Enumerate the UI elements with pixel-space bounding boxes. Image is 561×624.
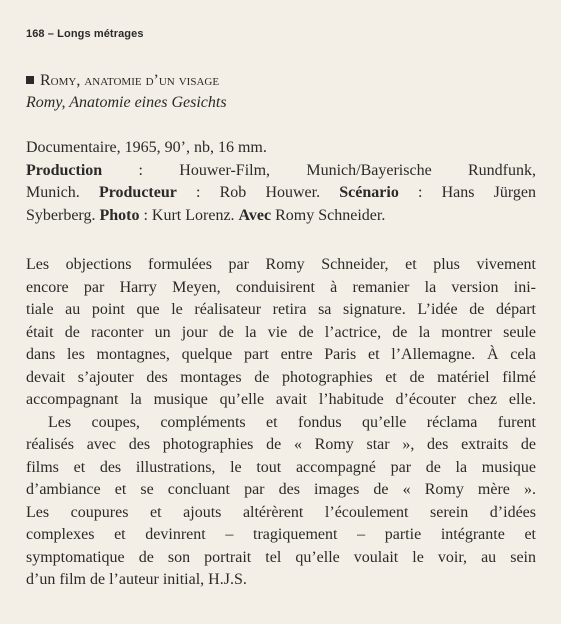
entry-title-line <box>26 70 546 92</box>
syberberg-text: Syberberg. <box>26 206 100 224</box>
photo-value: : Kurt Lorenz. <box>139 206 239 224</box>
paragraph-1-line: dans les montagnes, quelque part entre Paris et l’Allemagne. À cela <box>26 346 536 363</box>
paragraph-1-line: était de raconter un jour de la vie de l’actrice, de la montrer seule <box>26 323 536 341</box>
entry-original-title: Romy, Anatomie eines Gesichts <box>26 94 227 111</box>
paragraph-2-line: réalisés avec des photographies de « Romy star », des extraits de <box>26 436 536 453</box>
paragraph-1-line: Les objections formulées par Romy Schneider, et plus vivement <box>26 256 536 273</box>
munich-text: Munich. <box>26 184 99 201</box>
paragraph-2-line: Les coupes, compléments et fondus qu’elle réclama furent <box>48 413 536 431</box>
production-label: Production <box>26 161 103 179</box>
paragraph-2-line: d’un film de l’auteur initial, H.J.S. <box>26 571 247 588</box>
producer-label: Producteur <box>98 184 177 201</box>
paragraph-1-line: devait s’ajouter des montages de photographies et de matériel filmé <box>26 368 536 386</box>
paragraph-2-line: complexes et devinrent – tragiquement – partie intégrante et <box>26 526 536 543</box>
production-line <box>26 160 536 183</box>
photo-label: Photo <box>99 206 140 224</box>
credits-block <box>26 137 536 227</box>
paragraph-1-line: accompagnant la musique qu’elle avait l’habitude d’écouter chez elle. <box>26 391 536 408</box>
square-bullet-icon <box>26 76 34 84</box>
screenplay-value: : Hans Jürgen <box>398 184 536 201</box>
entry-title: Romy, anatomie d’un visage <box>40 72 220 89</box>
running-head: 168 – Longs métrages <box>26 28 144 40</box>
paragraph-2-line: Les coupures et ajouts altérèrent l’écoulement serein d’idées <box>26 503 536 521</box>
entry-title-block <box>26 70 546 114</box>
synopsis-body <box>26 254 536 592</box>
producer-value: : Rob Houwer. <box>176 184 340 201</box>
producer-line <box>26 182 536 205</box>
paragraph-2-line: d’ambiance et se concluant par des images de « Romy mère ». <box>26 481 536 498</box>
paragraph-1-line: tiale au point que le réalisateur retira sa signature. L’idée de départ <box>26 301 536 318</box>
paragraph-2-line: films et des illustrations, le tout accompagné par de la musique <box>26 458 536 476</box>
film-details: Documentaire, 1965, 90’, nb, 16 mm. <box>26 139 267 156</box>
cast-label: Avec <box>238 206 272 224</box>
paragraph-1-line: encore par Harry Meyen, conduisirent à remanier la version ini- <box>26 278 536 296</box>
screenplay-label: Scénario <box>339 184 399 201</box>
cast-value: Romy Schneider. <box>271 206 386 224</box>
production-value: : Houwer-Film, Munich/Bayerische Rundfunk, <box>102 161 536 179</box>
paragraph-2-line: symptomatique de son portrait tel qu’elle voulait le voir, au sein <box>26 548 536 566</box>
photo-cast-line <box>26 205 536 228</box>
